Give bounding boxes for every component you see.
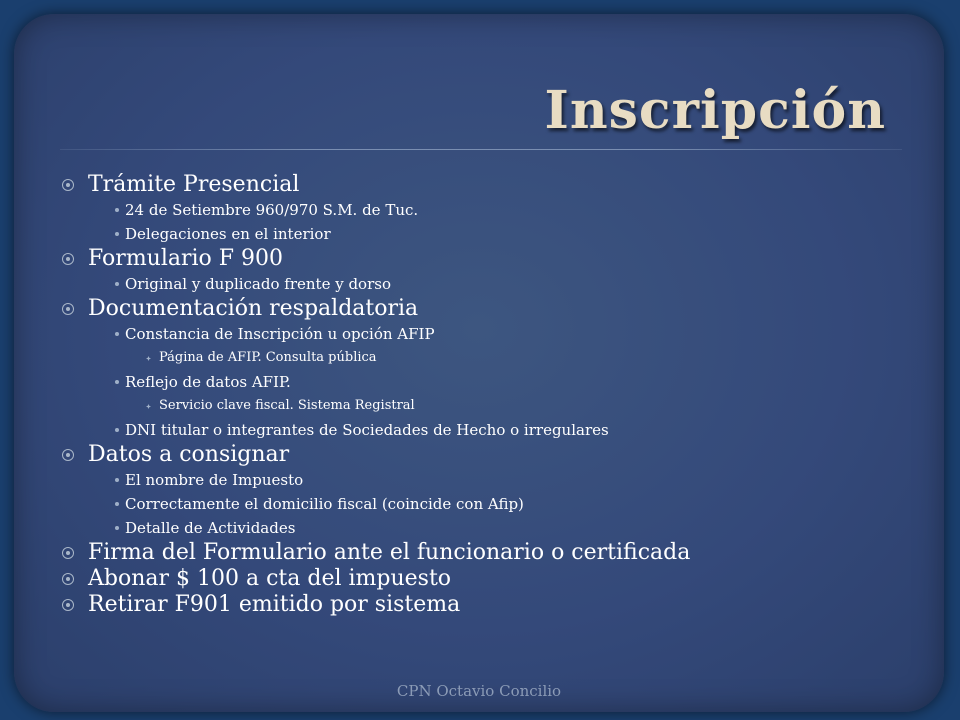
- dot-bullet-icon: [115, 502, 119, 506]
- bullet-item: Página de AFIP. Consulta pública: [56, 346, 690, 370]
- slide-panel: [14, 14, 944, 712]
- bullet-item: Original y duplicado frente y dorso: [56, 272, 690, 296]
- bullet-item: Correctamente el domicilio fiscal (coincide con Afip): [56, 492, 690, 516]
- dot-bullet-icon: [115, 282, 119, 286]
- circle-bullet-icon: [62, 253, 74, 265]
- bullet-list: [56, 172, 690, 618]
- bullet-item: Firma del Formulario ante el funcionario o certificada: [56, 540, 690, 566]
- dot-bullet-icon: [115, 478, 119, 482]
- title-divider: [60, 149, 902, 150]
- bullet-item: DNI titular o integrantes de Sociedades de Hecho o irregulares: [56, 418, 690, 442]
- bullet-item: Delegaciones en el interior: [56, 222, 690, 246]
- circle-bullet-icon: [62, 303, 74, 315]
- bullet-item: Constancia de Inscripción u opción AFIP: [56, 322, 690, 346]
- circle-bullet-icon: [62, 449, 74, 461]
- dot-bullet-icon: [115, 380, 119, 384]
- star-bullet-icon: [146, 356, 151, 361]
- bullet-item: Reflejo de datos AFIP.: [56, 370, 690, 394]
- slide-footer: CPN Octavio Concilio: [396, 682, 562, 700]
- bullet-item: Documentación respaldatoria: [56, 296, 690, 322]
- circle-bullet-icon: [62, 179, 74, 191]
- dot-bullet-icon: [115, 332, 119, 336]
- bullet-item: Abonar $ 100 a cta del impuesto: [56, 566, 690, 592]
- star-bullet-icon: [146, 404, 151, 409]
- bullet-item: Detalle de Actividades: [56, 516, 690, 540]
- dot-bullet-icon: [115, 428, 119, 432]
- bullet-item: 24 de Setiembre 960/970 S.M. de Tuc.: [56, 198, 690, 222]
- dot-bullet-icon: [115, 232, 119, 236]
- bullet-item: Formulario F 900: [56, 246, 690, 272]
- bullet-item: Trámite Presencial: [56, 172, 690, 198]
- circle-bullet-icon: [62, 573, 74, 585]
- bullet-item: Retirar F901 emitido por sistema: [56, 592, 690, 618]
- dot-bullet-icon: [115, 526, 119, 530]
- circle-bullet-icon: [62, 547, 74, 559]
- circle-bullet-icon: [62, 599, 74, 611]
- bullet-item: El nombre de Impuesto: [56, 468, 690, 492]
- dot-bullet-icon: [115, 208, 119, 212]
- bullet-item: Datos a consignar: [56, 442, 690, 468]
- slide-title: Inscripción: [544, 80, 886, 141]
- bullet-item: Servicio clave fiscal. Sistema Registral: [56, 394, 690, 418]
